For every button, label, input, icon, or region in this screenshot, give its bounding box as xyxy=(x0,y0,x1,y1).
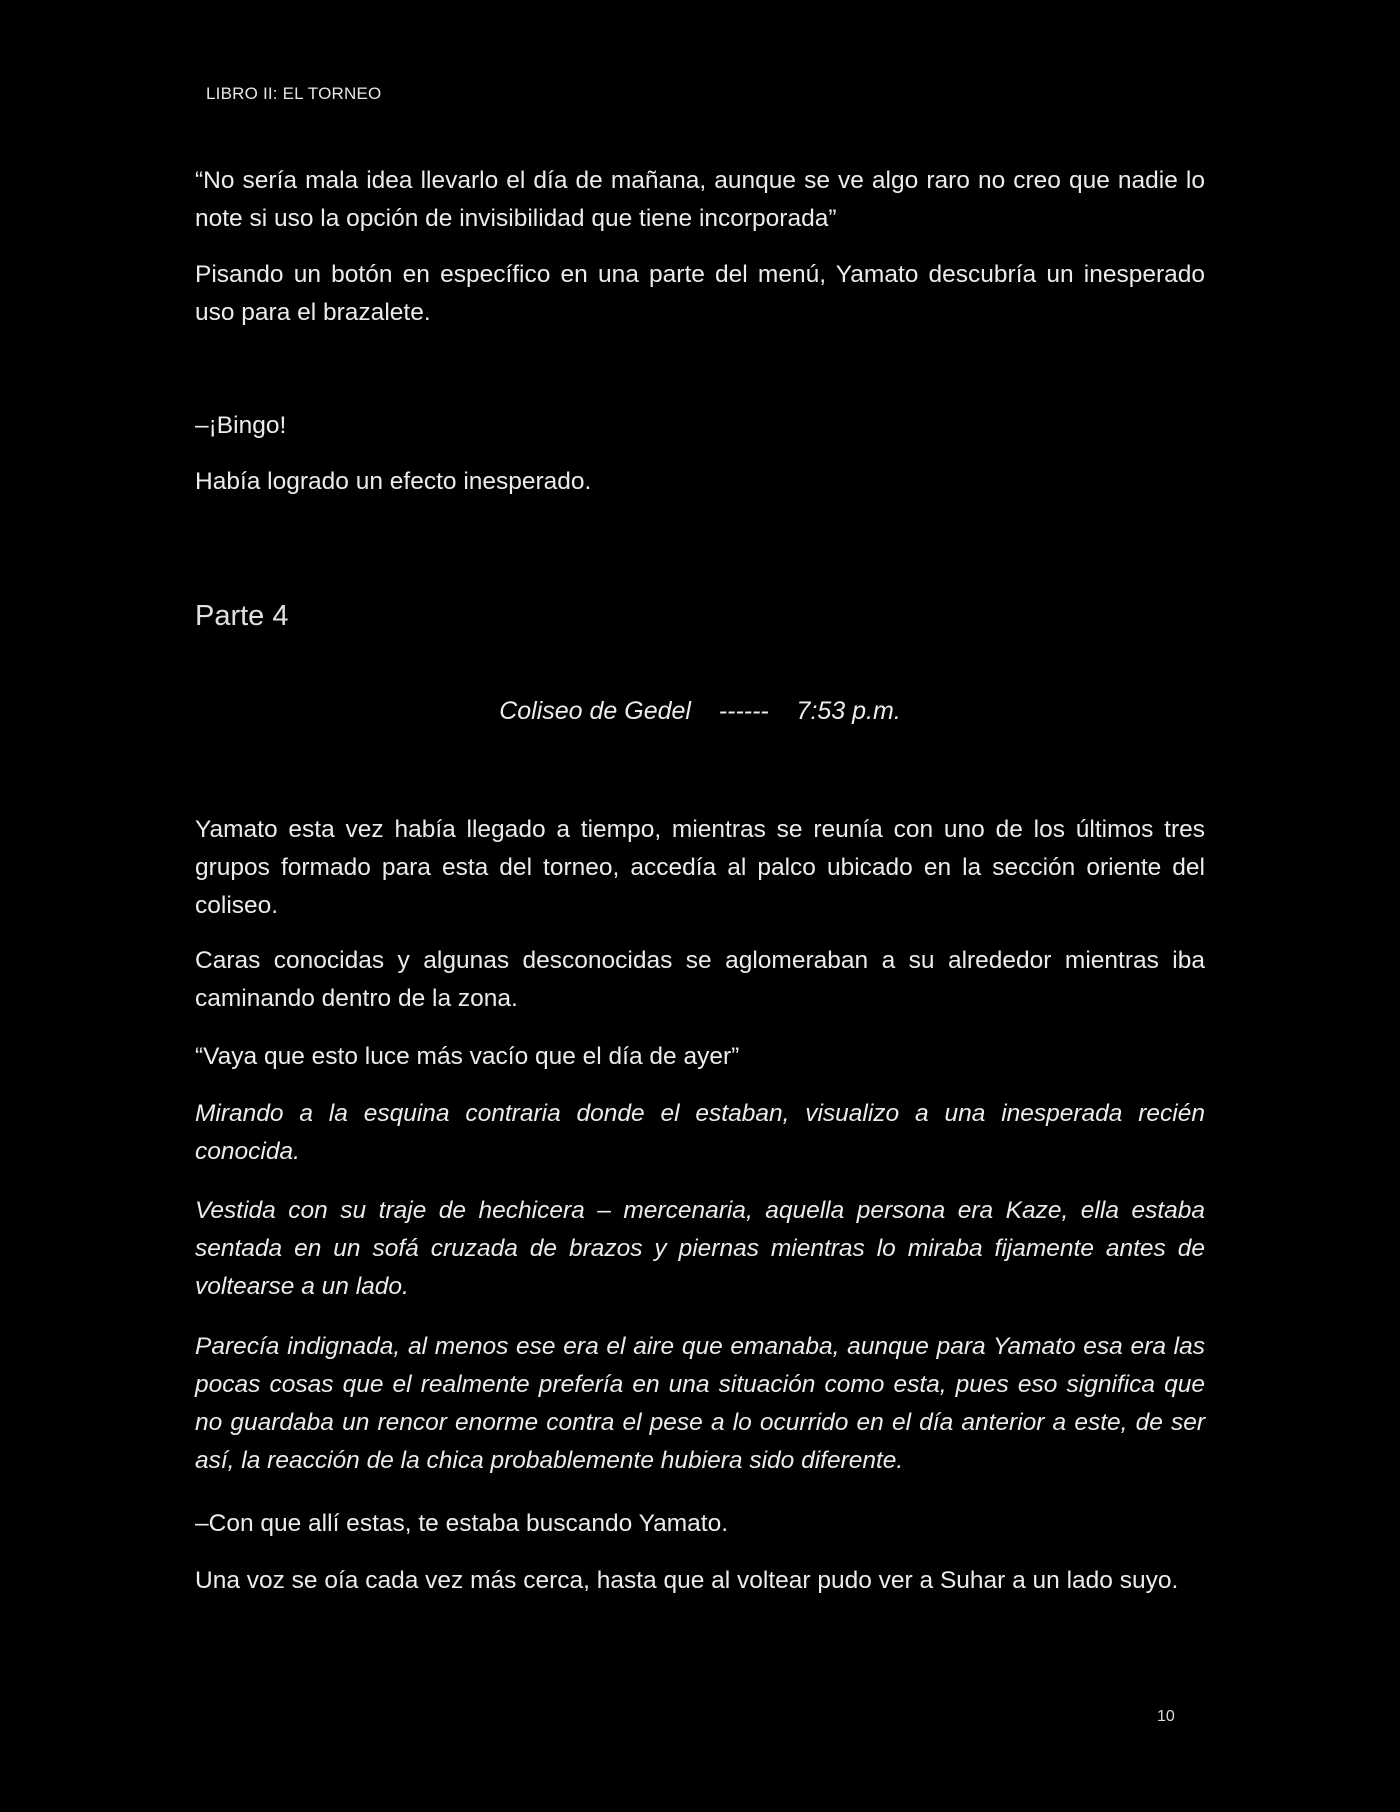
paragraph-bingo: –¡Bingo! xyxy=(195,412,287,439)
paragraph-corner-italic: Mirando a la esquina contraria donde el estaban, visualizo a una inesperada recién conocida. xyxy=(195,1100,1205,1165)
paragraph-faces: Caras conocidas y algunas desconocidas se aglomeraban a su alrededor mientras iba caminando dentro de la zona. xyxy=(195,947,1205,1012)
scene-separator: ------ xyxy=(718,697,769,725)
paragraph-quote-invisibility: “No sería mala idea llevarlo el día de mañana, aunque se ve algo raro no creo que nadie lo note si uso la opción de invisibilidad que tiene incorporada” xyxy=(195,167,1205,232)
running-header: LIBRO II: EL TORNEO xyxy=(206,84,382,103)
paragraph-voice: Una voz se oía cada vez más cerca, hasta que al voltear pudo ver a Suhar a un lado suyo. xyxy=(195,1567,1179,1594)
paragraph-indignant-italic: Parecía indignada, al menos ese era el aire que emanaba, aunque para Yamato esa era las pocas cosas que el realmente prefería en una situación como esta, pues eso significa que no guardaba un rencor enorme contra el pese a lo ocurrido en el día anterior a este, de ser así, la reacción de la chica probablemente hubiera sido diferente. xyxy=(195,1333,1205,1474)
paragraph-kaze-italic: Vestida con su traje de hechicera – mercenaria, aquella persona era Kaze, ella estaba sentada en un sofá cruzada de brazos y piernas mientras lo miraba fijamente antes de voltearse a un lado. xyxy=(195,1197,1205,1300)
paragraph-dialogue-suhar: –Con que allí estas, te estaba buscando Yamato. xyxy=(195,1510,729,1537)
paragraph-effect: Había logrado un efecto inesperado. xyxy=(195,468,592,495)
paragraph-button-discovery: Pisando un botón en específico en una parte del menú, Yamato descubría un inesperado uso para el brazalete. xyxy=(195,261,1205,326)
scene-location-line xyxy=(0,697,1400,726)
scene-location: Coliseo de Gedel xyxy=(499,697,691,725)
paragraph-quote-empty: “Vaya que esto luce más vacío que el día de ayer” xyxy=(195,1043,740,1070)
scene-time: 7:53 p.m. xyxy=(796,697,901,725)
paragraph-arrival: Yamato esta vez había llegado a tiempo, mientras se reunía con uno de los últimos tres grupos formado para esta del torneo, accedía al palco ubicado en la sección oriente del coliseo. xyxy=(195,816,1205,919)
section-title: Parte 4 xyxy=(195,600,289,632)
page-number: 10 xyxy=(1157,1708,1175,1725)
